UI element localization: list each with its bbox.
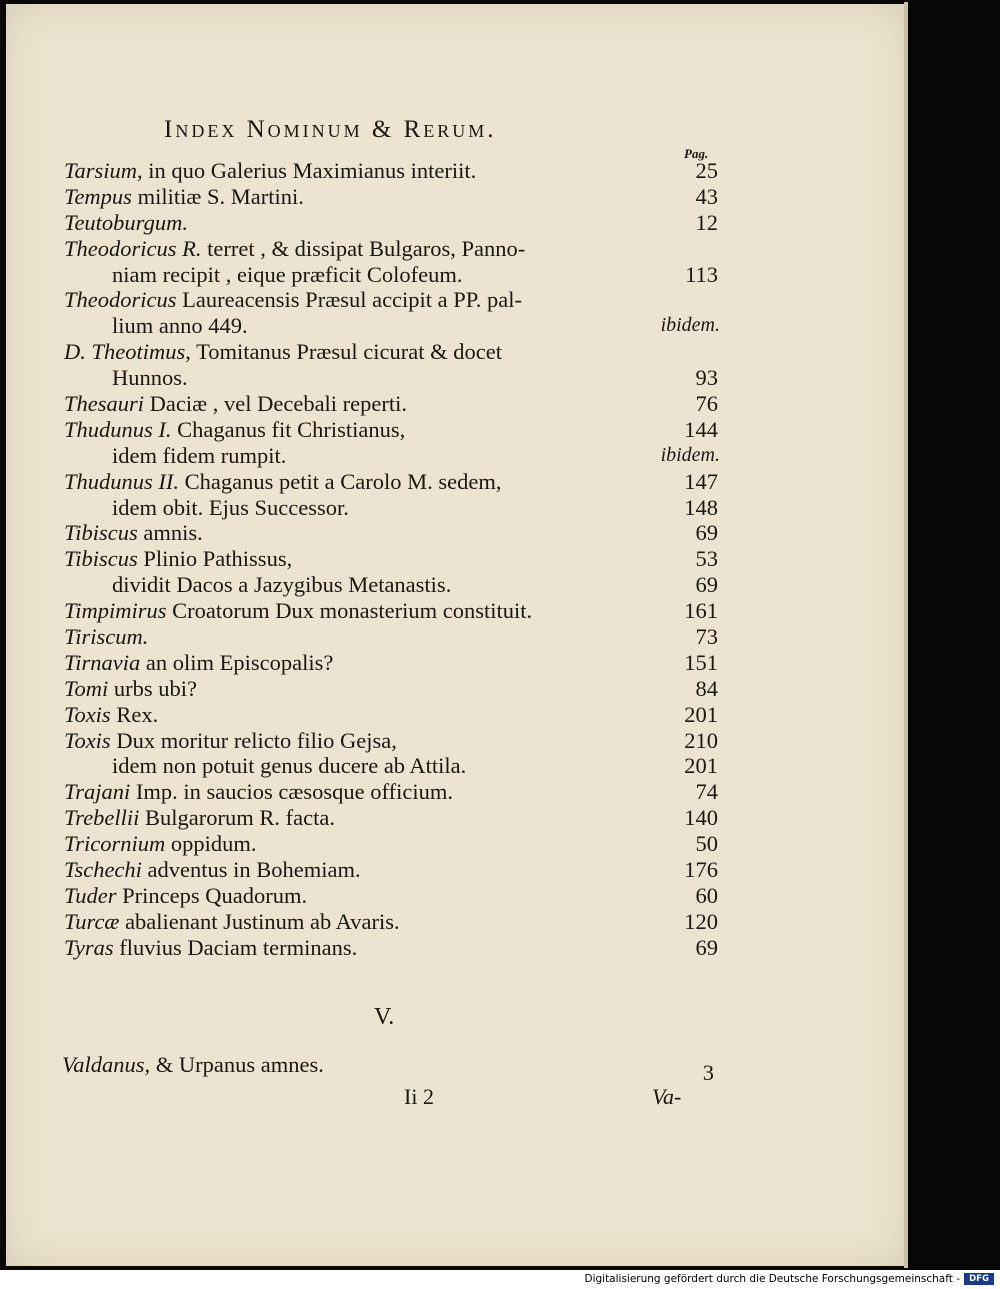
entry-text: Imp. in saucios cæsosque officium. bbox=[130, 779, 453, 805]
entry-text-line bbox=[112, 313, 248, 339]
entry-term: Tricornium bbox=[64, 831, 166, 857]
entry-term: Timpimirus bbox=[64, 598, 167, 624]
entry-text-line bbox=[64, 779, 453, 805]
entry-text-line bbox=[64, 417, 405, 443]
index-entry bbox=[64, 391, 724, 417]
entry-page-number: 60 bbox=[695, 882, 718, 908]
entry-page-number: 25 bbox=[695, 158, 718, 183]
index-entry-continuation bbox=[64, 365, 724, 391]
index-entry bbox=[64, 935, 724, 961]
entry-page-number: 210 bbox=[684, 727, 718, 753]
entry-term: Tuder bbox=[64, 882, 117, 908]
entry-term: Teutoburgum. bbox=[64, 209, 188, 235]
entry-text-line bbox=[64, 676, 197, 702]
entry-text: Chaganus fit Christianus, bbox=[171, 416, 406, 442]
entry-term: Tyras bbox=[64, 934, 114, 960]
book-page bbox=[6, 4, 906, 1266]
entry-text-line bbox=[64, 650, 333, 676]
index-entries bbox=[64, 158, 724, 961]
entry-text: an olim Episcopalis? bbox=[140, 649, 334, 675]
entry-text-line bbox=[64, 883, 307, 909]
entry-text-line bbox=[112, 365, 188, 391]
entry-page-number: 50 bbox=[695, 831, 718, 857]
entry-page-number: 12 bbox=[695, 209, 718, 235]
entry-term: D. Theotimus bbox=[64, 339, 186, 365]
entry-text: amnis. bbox=[137, 520, 203, 546]
index-entry bbox=[64, 702, 724, 728]
pag-label: Pag. bbox=[684, 146, 709, 161]
entry-text-line bbox=[64, 287, 522, 313]
entry-page-number: 140 bbox=[684, 805, 718, 831]
page-edge bbox=[904, 2, 908, 1268]
entry-text-line bbox=[112, 495, 349, 521]
entry-term: Toxis bbox=[64, 727, 111, 753]
entry-text-line bbox=[112, 443, 286, 469]
index-entry bbox=[64, 210, 724, 236]
entry-page-number: 69 bbox=[695, 520, 718, 546]
entry-text-line bbox=[64, 702, 158, 728]
running-head: Index Nominum & Rerum. bbox=[164, 116, 497, 143]
entry-term: Tibiscus bbox=[64, 546, 138, 572]
entry-text: Daciæ , vel Decebali reperti. bbox=[144, 391, 408, 417]
index-entry-continuation bbox=[64, 313, 724, 339]
entry-text: , Tomitanus Præsul cicurat & docet bbox=[185, 339, 502, 365]
entry-page-number: 69 bbox=[695, 934, 718, 960]
index-entry bbox=[64, 779, 724, 805]
entry-text: Laureacensis Præsul accipit a PP. pal- bbox=[176, 287, 523, 313]
entry-text: Hunnos. bbox=[112, 365, 188, 391]
entry-page-number: 201 bbox=[684, 753, 718, 779]
entry-page-number: 69 bbox=[695, 572, 718, 598]
entry-page-number: ibidem. bbox=[660, 314, 720, 337]
index-entry bbox=[64, 469, 724, 495]
index-entry bbox=[64, 805, 724, 831]
entry-page-number: 3 bbox=[702, 1060, 714, 1085]
entry-page-number: 161 bbox=[684, 598, 718, 624]
entry-page-number: 147 bbox=[684, 468, 718, 494]
entry-term: Trajani bbox=[64, 779, 131, 805]
entry-text: adventus in Bohemiam. bbox=[141, 857, 361, 883]
catchword: Va- bbox=[652, 1084, 682, 1109]
entry-term: Tirnavia bbox=[64, 649, 141, 675]
entry-text: urbs ubi? bbox=[108, 675, 197, 701]
entry-page-number: 76 bbox=[695, 391, 718, 417]
index-entry bbox=[64, 857, 724, 883]
entry-text-line bbox=[64, 520, 203, 546]
entry-text-line bbox=[64, 184, 304, 210]
entry-text: militiæ S. Martini. bbox=[131, 183, 304, 209]
entry-text-line bbox=[112, 572, 451, 598]
entry-text-line bbox=[64, 546, 292, 572]
entry-page-number: 176 bbox=[684, 857, 718, 883]
index-entry-continuation bbox=[64, 262, 724, 288]
entry-text-line bbox=[112, 262, 463, 288]
entry-text: terret , & dissipat Bulgaros, Panno- bbox=[201, 235, 526, 261]
entry-text: idem obit. Ejus Successor. bbox=[112, 494, 349, 520]
entry-page-number: 144 bbox=[684, 416, 718, 442]
entry-term: Thudunus II. bbox=[64, 468, 180, 494]
entry-text: Bulgarorum R. facta. bbox=[139, 805, 335, 831]
signature-mark: Ii 2 bbox=[404, 1084, 434, 1109]
entry-page-number: 151 bbox=[684, 649, 718, 675]
index-entry-continuation bbox=[64, 753, 724, 779]
entry-term: Turcæ bbox=[64, 908, 120, 934]
index-entry bbox=[64, 520, 724, 546]
entry-page-number: 201 bbox=[684, 701, 718, 727]
entry-text: Dux moritur relicto filio Gejsa, bbox=[110, 727, 397, 753]
entry-text: fluvius Daciam terminans. bbox=[113, 934, 358, 960]
footer-bar bbox=[0, 1270, 1000, 1289]
entry-text: abalienant Justinum ab Avaris. bbox=[119, 908, 400, 934]
entry-text: niam recipit , eique præficit Colofeum. bbox=[112, 261, 463, 287]
entry-text-line bbox=[64, 935, 357, 961]
entry-term: Tibiscus bbox=[64, 520, 138, 546]
entry-text: idem non potuit genus ducere ab Attila. bbox=[112, 753, 467, 779]
index-entry bbox=[64, 909, 724, 935]
entry-text-line bbox=[64, 236, 525, 262]
entry-text: Princeps Quadorum. bbox=[116, 882, 308, 908]
entry-text: Croatorum Dux monasterium constituit. bbox=[166, 598, 533, 624]
index-entry bbox=[64, 598, 724, 624]
entry-page-number: 148 bbox=[684, 494, 718, 520]
entry-page-number: 120 bbox=[684, 908, 718, 934]
index-entry bbox=[64, 417, 724, 443]
entry-term: Valdanus bbox=[62, 1052, 145, 1077]
entry-term: Trebellii bbox=[64, 805, 140, 831]
entry-text-line bbox=[112, 753, 466, 779]
entry-term: Tempus bbox=[64, 183, 132, 209]
section-letter: V. bbox=[374, 1004, 395, 1030]
index-entry bbox=[64, 728, 724, 754]
entry-text: lium anno 449. bbox=[112, 313, 248, 339]
entry-term: Tarsium bbox=[64, 158, 137, 183]
entry-text: , & Urpanus amnes. bbox=[144, 1052, 324, 1077]
entry-term: Thudunus I. bbox=[64, 416, 172, 442]
entry-text: Plinio Pathissus, bbox=[137, 546, 293, 572]
entry-term: Toxis bbox=[64, 701, 111, 727]
entry-text: Rex. bbox=[110, 701, 159, 727]
entry-text-line bbox=[64, 624, 148, 650]
entry-text-line bbox=[64, 831, 257, 857]
index-entry bbox=[64, 158, 724, 184]
entry-term: Tschechi bbox=[64, 857, 142, 883]
entry-text: idem fidem rumpit. bbox=[112, 442, 287, 468]
entry-page-number: ibidem. bbox=[660, 443, 720, 466]
index-entry bbox=[64, 883, 724, 909]
index-entry-continuation bbox=[64, 572, 724, 598]
entry-term: Tomi bbox=[64, 675, 109, 701]
index-entry bbox=[64, 339, 724, 365]
entry-text: , in quo Galerius Maximianus interiit. bbox=[136, 158, 477, 183]
index-entry bbox=[64, 546, 724, 572]
index-entry-v bbox=[62, 1052, 722, 1085]
entry-text-line bbox=[64, 805, 335, 831]
entry-text-line bbox=[64, 339, 502, 365]
entry-page-number: 84 bbox=[695, 675, 718, 701]
index-entry bbox=[64, 650, 724, 676]
entry-page-number: 113 bbox=[685, 261, 718, 287]
entry-page-number: 73 bbox=[695, 624, 718, 650]
entry-page-number: 74 bbox=[695, 779, 718, 805]
entry-text-line bbox=[64, 391, 407, 417]
entry-page-number: 93 bbox=[695, 365, 718, 391]
entry-page-number: 43 bbox=[695, 183, 718, 209]
entry-term: Theodoricus R. bbox=[64, 235, 202, 261]
entry-text-line bbox=[64, 210, 188, 236]
entry-text: Chaganus petit a Carolo M. sedem, bbox=[179, 468, 502, 494]
index-entry bbox=[64, 831, 724, 857]
index-entry bbox=[64, 184, 724, 210]
entry-term: Theodoricus bbox=[64, 287, 177, 313]
entry-term: Thesauri bbox=[64, 391, 145, 417]
footer-credit: Digitalisierung gefördert durch die Deutsche Forschungsgemeinschaft - bbox=[584, 1273, 960, 1285]
index-entry bbox=[64, 676, 724, 702]
entry-text-line bbox=[64, 598, 532, 624]
index-entry bbox=[64, 624, 724, 650]
index-entry-continuation bbox=[64, 495, 724, 521]
entry-text: oppidum. bbox=[165, 831, 257, 857]
entry-page-number: 53 bbox=[695, 546, 718, 572]
index-entry bbox=[64, 236, 724, 262]
entry-text-line bbox=[64, 728, 397, 754]
entry-text: dividit Dacos a Jazygibus Metanastis. bbox=[112, 572, 452, 598]
entry-text-line bbox=[64, 857, 361, 883]
entry-term: Tiriscum. bbox=[64, 624, 149, 650]
index-entry-continuation bbox=[64, 443, 724, 469]
entry-text-line bbox=[64, 469, 501, 495]
dfg-logo: DFG bbox=[964, 1273, 994, 1285]
index-entry bbox=[64, 287, 724, 313]
entry-text-line bbox=[64, 909, 400, 935]
entry-text-line bbox=[64, 158, 476, 184]
